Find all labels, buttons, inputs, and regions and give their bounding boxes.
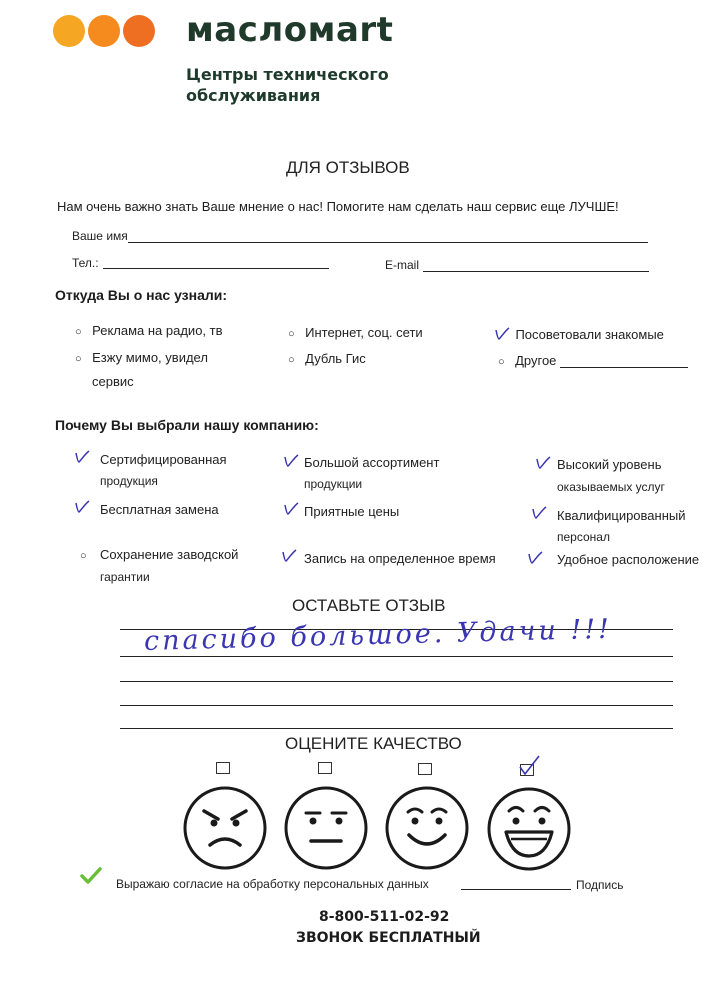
consent-text: Выражаю согласие на обработку персональных данных bbox=[116, 877, 429, 891]
handwritten-check-icon bbox=[74, 450, 90, 464]
option-label: Езжу мимо, увидел bbox=[92, 350, 208, 365]
brand-subtitle-line-2: обслуживания bbox=[186, 86, 321, 105]
option-label: Приятные цены bbox=[304, 504, 400, 519]
email-field[interactable] bbox=[423, 271, 649, 272]
handwritten-check-icon bbox=[531, 506, 547, 520]
phone-label: Тел.: bbox=[72, 256, 99, 270]
option-circle-icon: ○ bbox=[75, 353, 82, 365]
handwritten-check-icon bbox=[519, 756, 541, 776]
rating-checkbox-2[interactable] bbox=[318, 762, 332, 774]
reason-prices[interactable] bbox=[283, 502, 299, 521]
option-label: Сертифицированная bbox=[100, 452, 227, 467]
laugh-face-icon[interactable] bbox=[486, 786, 572, 872]
reason-high-level[interactable] bbox=[535, 456, 551, 475]
handwritten-check-icon bbox=[283, 454, 299, 468]
check-icon bbox=[80, 867, 102, 885]
handwritten-check-icon bbox=[535, 456, 551, 470]
source-option-other[interactable] bbox=[498, 352, 556, 370]
option-label-continued: гарантии bbox=[100, 570, 150, 584]
feedback-handwritten-text: спасибо большое. Удачи !!! bbox=[143, 613, 613, 657]
handwritten-check-icon bbox=[281, 549, 297, 563]
reason-qualified[interactable] bbox=[531, 506, 547, 525]
source-heading: Откуда Вы о нас узнали: bbox=[55, 287, 228, 303]
brand-name: масломаrt bbox=[186, 10, 394, 50]
signature-label: Подпись bbox=[576, 878, 624, 892]
logo-dot-2 bbox=[88, 15, 120, 47]
option-label: Запись на определенное время bbox=[304, 551, 496, 566]
option-label-continued: персонал bbox=[557, 530, 610, 544]
brand-subtitle bbox=[186, 64, 446, 106]
rating-heading: ОЦЕНИТЕ КАЧЕСТВО bbox=[285, 734, 462, 753]
feedback-line-5[interactable] bbox=[120, 728, 673, 729]
option-label: Квалифицированный bbox=[557, 508, 686, 523]
reason-certified[interactable] bbox=[74, 450, 90, 469]
brand-subtitle-line-1: Центры технического bbox=[186, 65, 389, 84]
form-title: ДЛЯ ОТЗЫВОВ bbox=[286, 158, 410, 177]
logo-dot-3 bbox=[123, 15, 155, 47]
reason-free-replacement[interactable] bbox=[74, 500, 90, 519]
option-circle-icon: ○ bbox=[75, 326, 82, 338]
rating-checkbox-4[interactable] bbox=[520, 764, 534, 776]
handwritten-check-icon bbox=[283, 502, 299, 516]
name-field[interactable] bbox=[128, 242, 648, 243]
reason-appointment[interactable] bbox=[281, 549, 297, 568]
option-label: Удобное расположение bbox=[557, 552, 700, 567]
email-label: E-mail bbox=[385, 258, 420, 272]
angry-face-icon[interactable] bbox=[182, 785, 268, 871]
other-field[interactable] bbox=[560, 367, 688, 368]
source-option-friends[interactable] bbox=[494, 326, 664, 344]
option-label: Интернет, соц. сети bbox=[305, 325, 423, 340]
handwritten-check-icon bbox=[74, 500, 90, 514]
feedback-line-4[interactable] bbox=[120, 705, 673, 706]
source-option-2gis[interactable] bbox=[288, 350, 366, 368]
handwritten-check-icon bbox=[494, 327, 510, 341]
rating-checkbox-1[interactable] bbox=[216, 762, 230, 774]
feedback-line-3[interactable] bbox=[120, 681, 673, 682]
option-label: Высокий уровень bbox=[557, 457, 662, 472]
option-label: Сохранение заводской bbox=[100, 547, 239, 562]
option-label-continued: продукции bbox=[304, 477, 363, 491]
reasons-heading: Почему Вы выбрали нашу компанию: bbox=[55, 417, 319, 433]
neutral-face-icon[interactable] bbox=[283, 785, 369, 871]
phone-field[interactable] bbox=[103, 268, 329, 269]
source-option-drive-by[interactable] bbox=[75, 349, 208, 367]
option-circle-icon: ○ bbox=[288, 328, 295, 340]
reason-location[interactable] bbox=[527, 551, 543, 570]
footer-note: ЗВОНОК БЕСПЛАТНЫЙ bbox=[296, 930, 481, 946]
source-option-internet[interactable] bbox=[288, 324, 423, 342]
option-label: Дубль Гис bbox=[305, 351, 366, 366]
option-label: Другое bbox=[515, 353, 557, 368]
handwritten-check-icon bbox=[527, 551, 543, 565]
reason-assortment[interactable] bbox=[283, 454, 299, 473]
option-circle-icon: ○ bbox=[498, 356, 505, 368]
form-intro: Нам очень важно знать Ваше мнение о нас! Помогите нам сделать наш сервис еще ЛУЧШЕ! bbox=[57, 199, 619, 214]
signature-field[interactable] bbox=[461, 889, 571, 890]
option-circle-icon: ○ bbox=[80, 550, 87, 562]
name-label: Ваше имя bbox=[72, 229, 128, 243]
option-label: Большой ассортимент bbox=[304, 455, 440, 470]
option-label-continued: оказываемых услуг bbox=[557, 480, 665, 494]
option-label: Бесплатная замена bbox=[100, 502, 219, 517]
feedback-heading: ОСТАВЬТЕ ОТЗЫВ bbox=[292, 596, 446, 615]
option-label: Посоветовали знакомые bbox=[515, 327, 664, 342]
source-option-radio-tv[interactable] bbox=[75, 322, 223, 340]
footer-phone: 8-800-511-02-92 bbox=[319, 909, 450, 925]
rating-checkbox-3[interactable] bbox=[418, 763, 432, 775]
smile-face-icon[interactable] bbox=[384, 785, 470, 871]
reason-warranty[interactable] bbox=[80, 546, 87, 564]
option-label: Реклама на радио, тв bbox=[92, 323, 223, 338]
option-label-continued: сервис bbox=[92, 374, 134, 389]
option-label-continued: продукция bbox=[100, 474, 158, 488]
option-circle-icon: ○ bbox=[288, 354, 295, 366]
feedback-line-2[interactable] bbox=[120, 656, 673, 657]
logo-dot-1 bbox=[53, 15, 85, 47]
